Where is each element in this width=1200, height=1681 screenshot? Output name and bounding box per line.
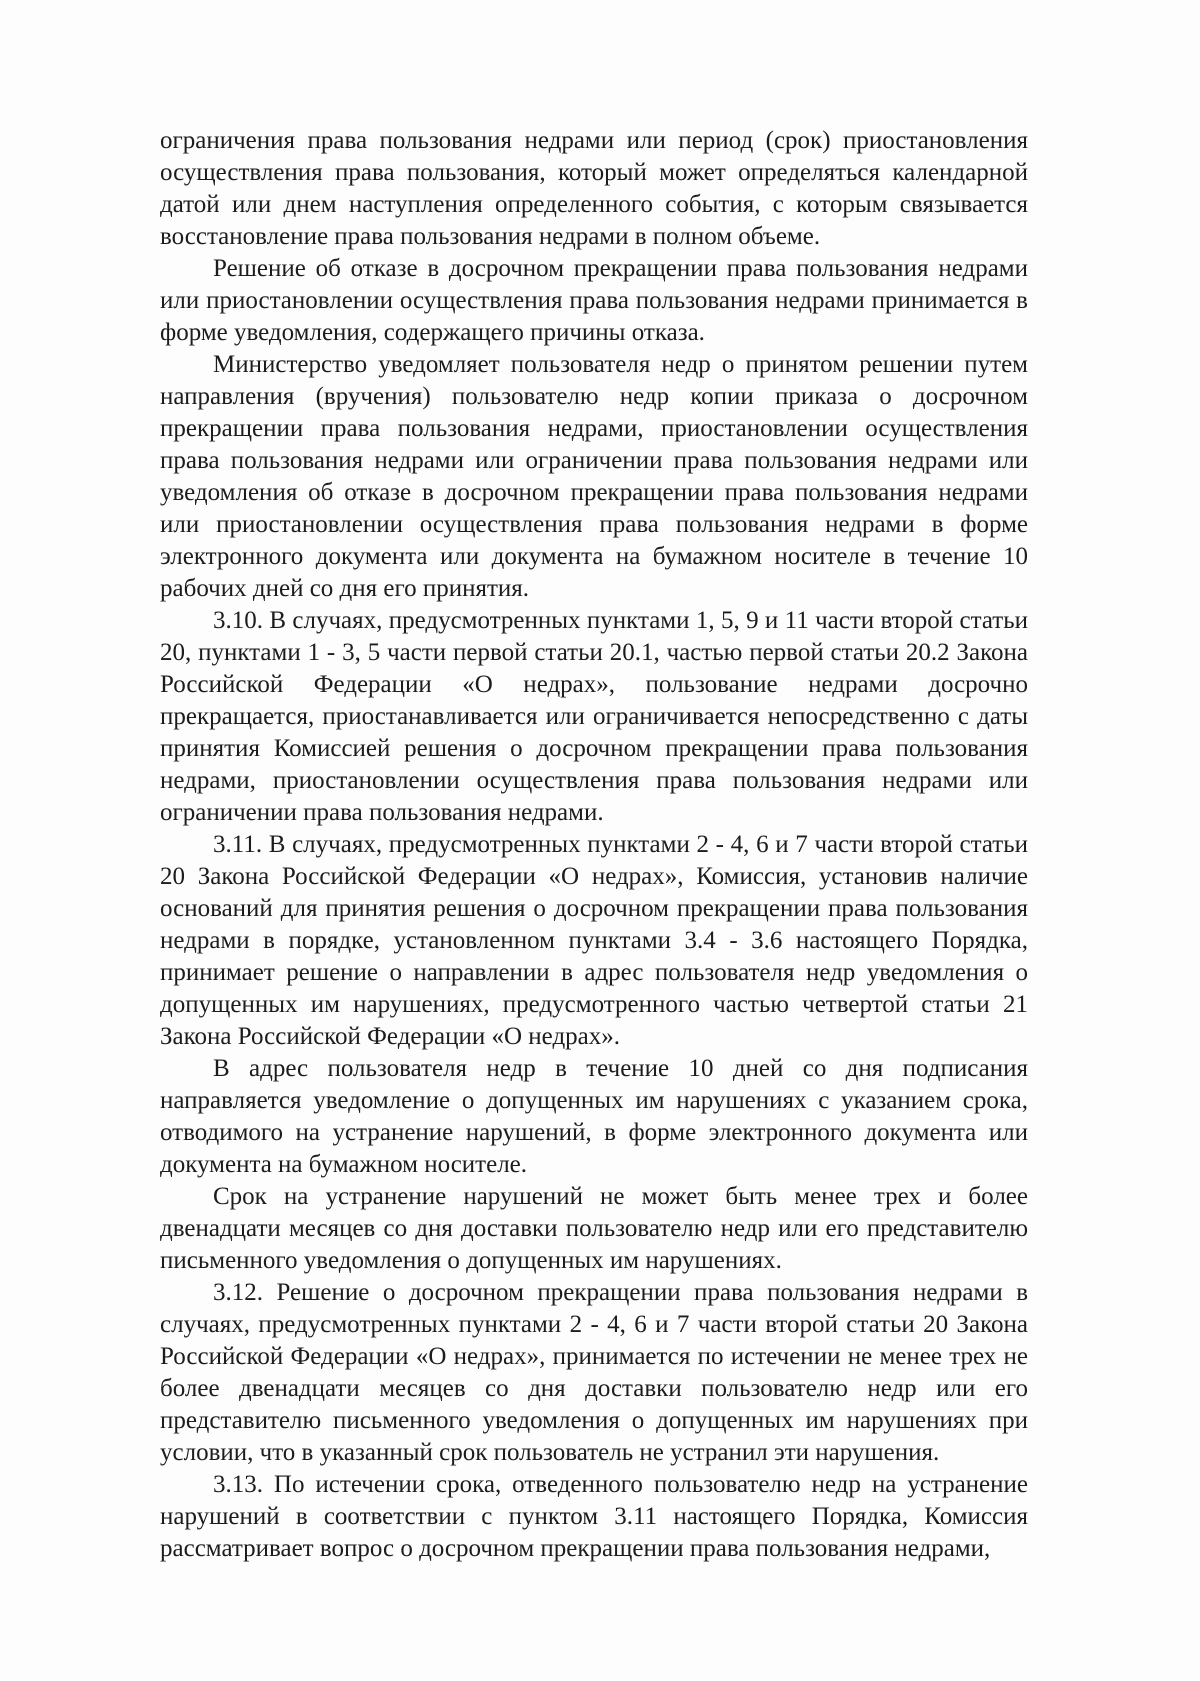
paragraph-3-10: 3.10. В случаях, предусмотренных пунктами 1, 5, 9 и 11 части второй статьи 20, пунктами 1 - 3, 5 части первой статьи 20.1, частью первой статьи 20.2 Закона Российской Федерации «О недрах», пользование недрами досрочно прекращается, приостанавливается или ограничивается непосредственно с даты принятия Комиссией решения о досрочном прекращении права пользования недрами, приостановлении осуществления права пользования недрами или ограничении права пользования недрами. xyxy=(160,607,1028,826)
paragraph-continuation: ограничения права пользования недрами или период (срок) приостановления осуществления права пользования, который может определяться календарной датой или днем наступления определенного события, с которым связывается восстановление права пользования недрами в полном объеме. xyxy=(160,127,1028,250)
paragraph-notice-sending: В адрес пользователя недр в течение 10 дней со дня подписания направляется уведомление о допущенных им нарушениях с указанием срока, отводимого на устранение нарушений, в форме электронного документа или документа на бумажном носителе. xyxy=(160,1055,1028,1178)
paragraph-3-13: 3.13. По истечении срока, отведенного пользователю недр на устранение нарушений в соответствии с пунктом 3.11 настоящего Порядка, Комиссия рассматривает вопрос о досрочном прекращении права пользования недрами, xyxy=(160,1471,1028,1562)
paragraph-3-11: 3.11. В случаях, предусмотренных пунктами 2 - 4, 6 и 7 части второй статьи 20 Закона Российской Федерации «О недрах», Комиссия, установив наличие оснований для принятия решения о досрочном прекращении права пользования недрами в порядке, установленном пунктами 3.4 - 3.6 настоящего Порядка, принимает решение о направлении в адрес пользователя недр уведомления о допущенных им нарушениях, предусмотренного частью четвертой статьи 21 Закона Российской Федерации «О недрах». xyxy=(160,831,1028,1050)
document-body xyxy=(160,125,1028,1565)
paragraph-correction-term: Срок на устранение нарушений не может быть менее трех и более двенадцати месяцев со дня доставки пользователю недр или его представителю письменного уведомления о допущенных им нарушениях. xyxy=(160,1183,1028,1274)
paragraph-3-12: 3.12. Решение о досрочном прекращении права пользования недрами в случаях, предусмотренных пунктами 2 - 4, 6 и 7 части второй статьи 20 Закона Российской Федерации «О недрах», принимается по истечении не менее трех не более двенадцати месяцев со дня доставки пользователю недр или его представителю письменного уведомления о допущенных им нарушениях при условии, что в указанный срок пользователь не устранил эти нарушения. xyxy=(160,1279,1028,1466)
paragraph-ministry-notification: Министерство уведомляет пользователя недр о принятом решении путем направления (вручения) пользователю недр копии приказа о досрочном прекращении права пользования недрами, приостановлении осуществления права пользования недрами или ограничении права пользования недрами или уведомления об отказе в досрочном прекращении права пользования недрами или приостановлении осуществления права пользования недрами в форме электронного документа или документа на бумажном носителе в течение 10 рабочих дней со дня его принятия. xyxy=(160,351,1028,602)
paragraph-refusal-decision: Решение об отказе в досрочном прекращении права пользования недрами или приостановлении осуществления права пользования недрами принимается в форме уведомления, содержащего причины отказа. xyxy=(160,255,1028,346)
